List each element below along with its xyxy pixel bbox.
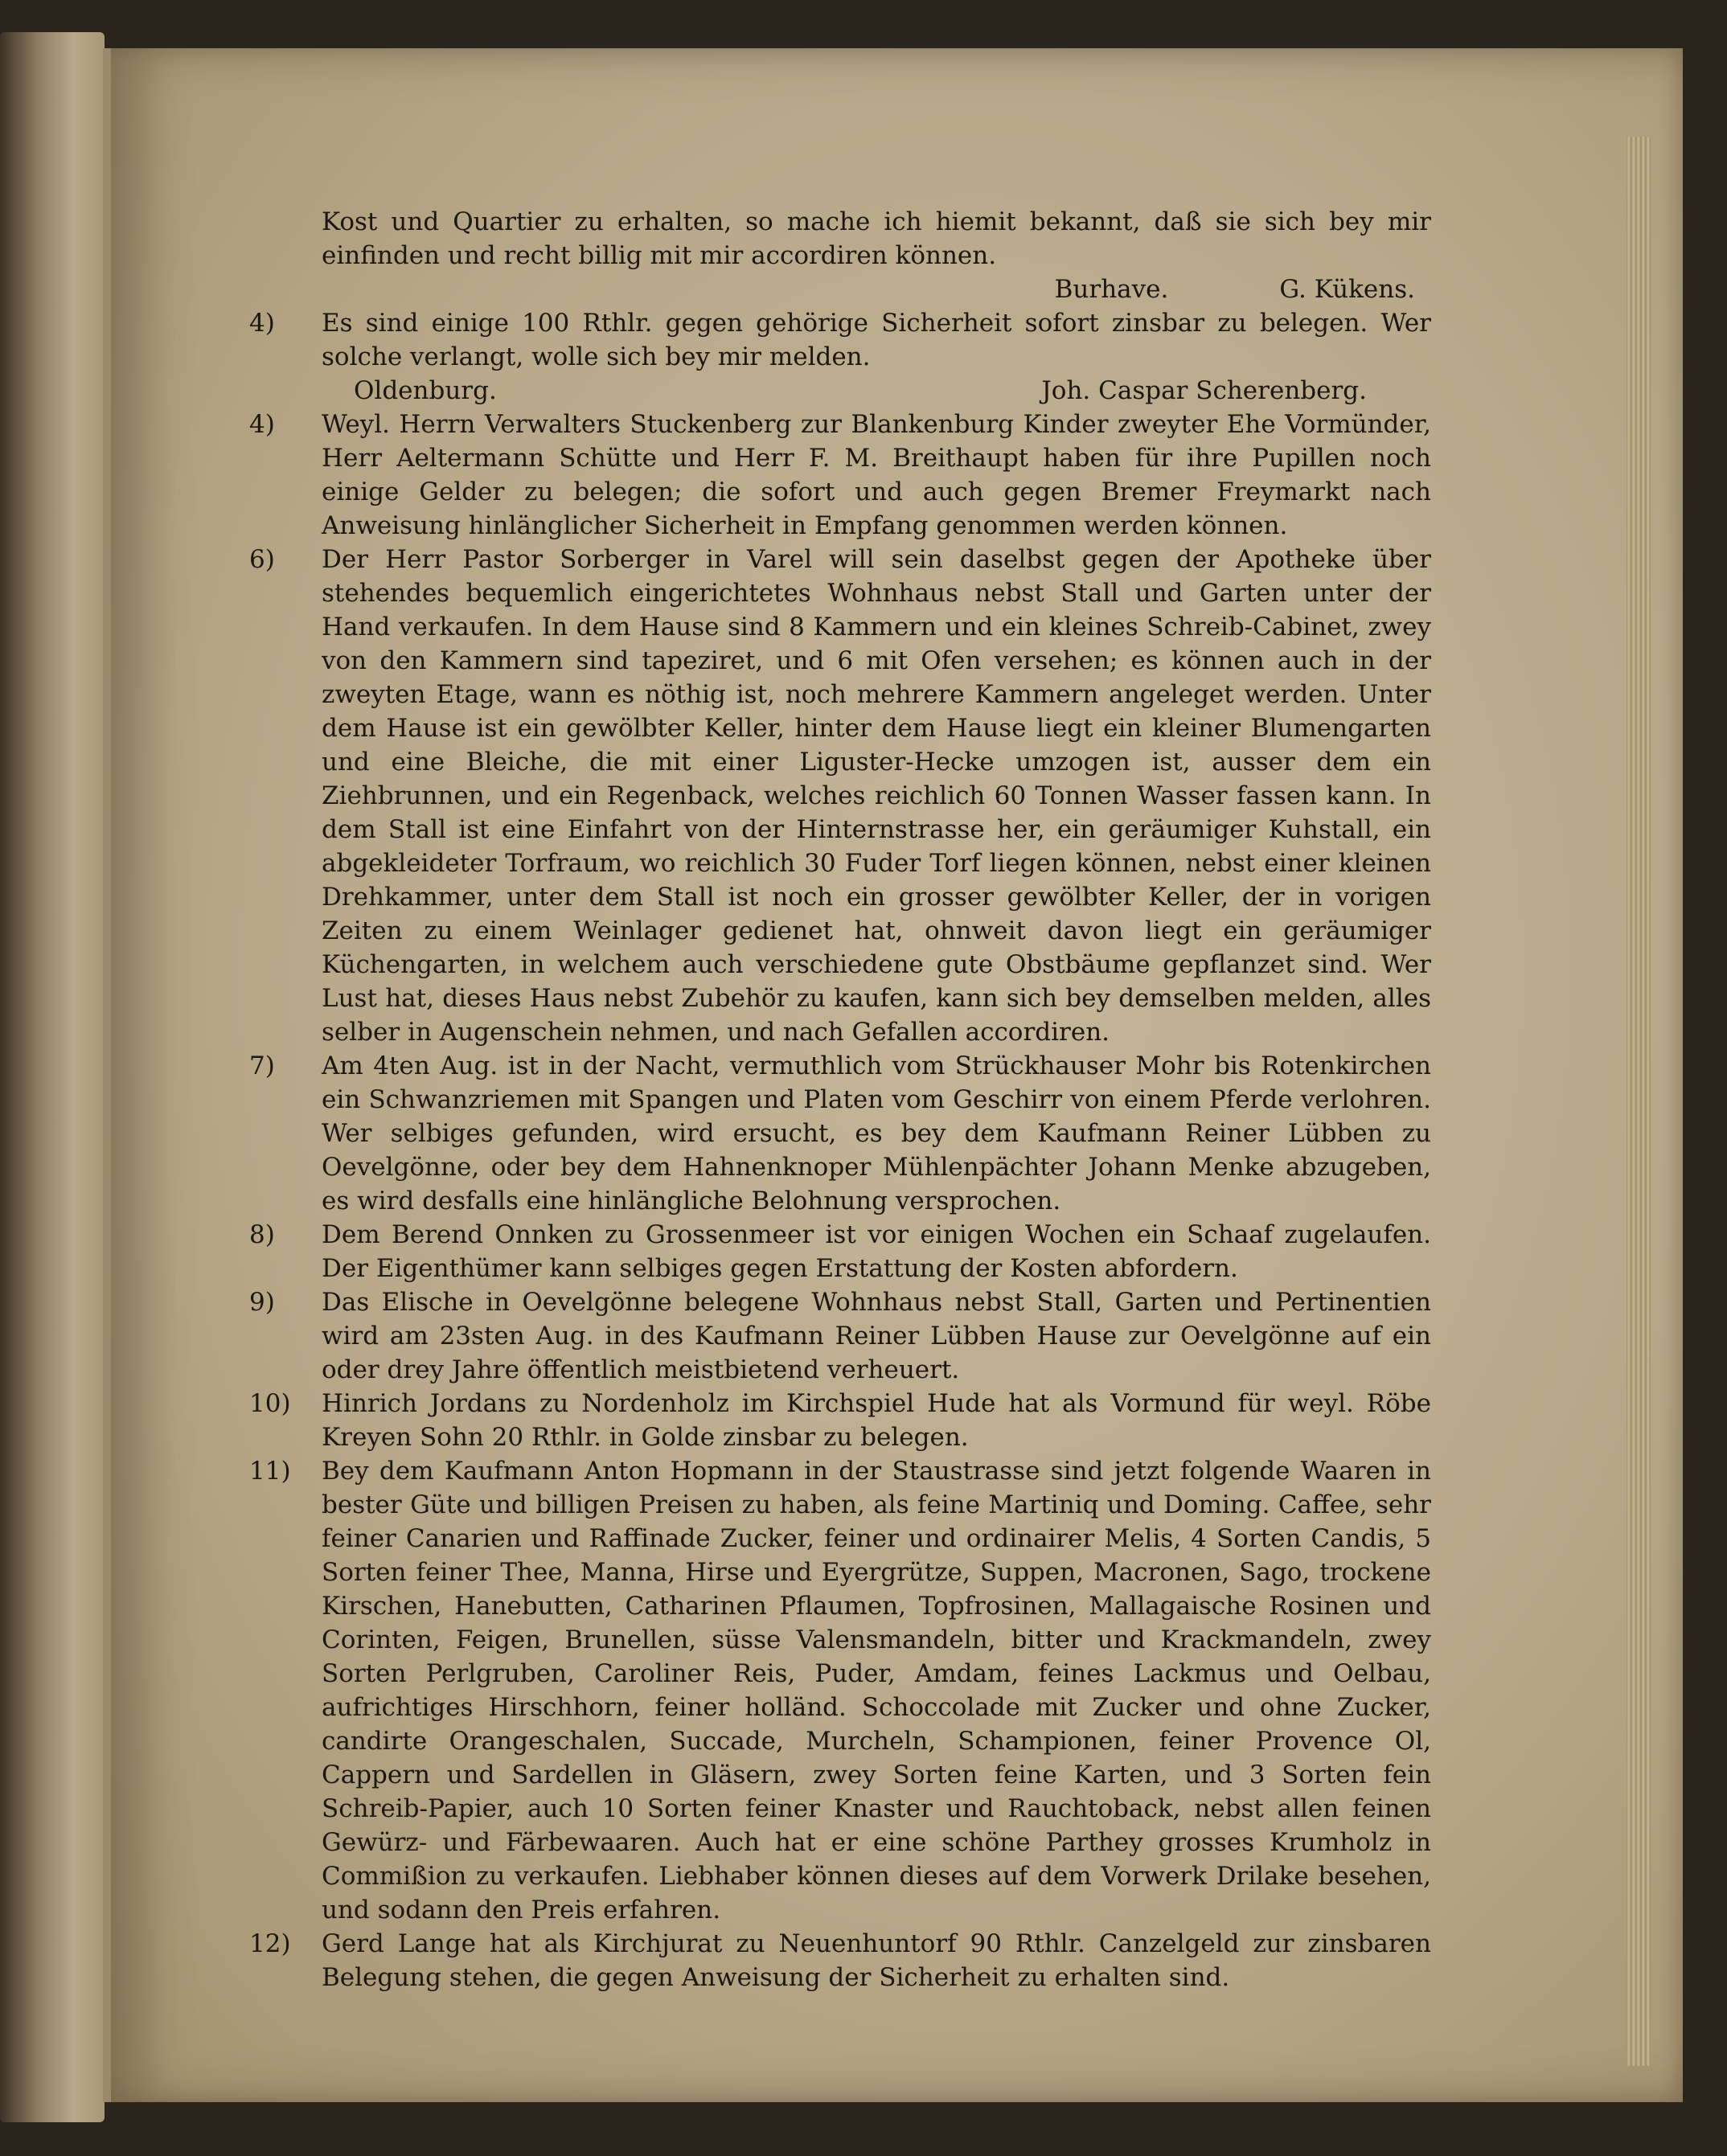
notice-entry xyxy=(249,1387,1431,1454)
notice-entry xyxy=(249,1285,1431,1387)
intro-sign-row xyxy=(322,273,1431,306)
entry-text: Der Herr Pastor Sorberger in Varel will sein daselbst gegen der Apotheke über stehendes bequemlich eingerichtetes Wohnhaus nebst Stall und Garten unter der Hand verkaufen. In dem Hause sind 8 Kammern und ein kleines Schreib-Cabinet, zwey von den Kammern sind tapeziret, und 6 mit Ofen versehen; es können auch in der zweyten Etage, wann es nöthig ist, noch mehrere Kammern angeleget werden. Unter dem Hause ist ein gewölbter Keller, hinter dem Hause liegt ein kleiner Blumengarten und eine Bleiche, die mit einer Liguster-Hecke umzogen ist, ausser dem ein Ziehbrunnen, und ein Regenback, welches reichlich 60 Tonnen Wasser fassen kann. In dem Stall ist eine Einfahrt von der Hinternstrasse her, ein geräumiger Kuhstall, ein abgekleideter Torfraum, wo reichlich 30 Fuder Torf liegen können, nebst einer kleinen Drehkammer, unter dem Stall ist noch ein grosser gewölbter Keller, der in vorigen Zeiten zu einem Weinlager gedienet hat, ohnweit davon liegt ein geräumiger Küchengarten, in welchem auch verschiedene gute Obstbäume gepflanzet sind. Wer Lust hat, dieses Haus nebst Zubehör zu kaufen, kann sich bey demselben melden, alles selber in Augenschein nehmen, und nach Gefallen accordiren. xyxy=(322,545,1431,1047)
notice-entry xyxy=(249,1049,1431,1218)
notice-entry xyxy=(249,543,1431,1049)
page-stack-edge xyxy=(1626,137,1651,2066)
entry-number: 10) xyxy=(249,1389,291,1418)
entry-signature: Joh. Caspar Scherenberg. xyxy=(1041,376,1367,405)
entry-number: 8) xyxy=(249,1220,275,1249)
entry-sign-row xyxy=(273,374,1431,408)
entry-text: Es sind einige 100 Rthlr. gegen gehörige Sicherheit sofort zinsbar zu belegen. Wer solche verlangt, wolle sich bey mir melden. xyxy=(322,309,1431,371)
entry-number: 11) xyxy=(249,1457,291,1486)
left-page-edge xyxy=(0,32,105,2122)
entry-number: 12) xyxy=(249,1929,291,1958)
notice-entry xyxy=(249,306,1431,374)
entry-number: 7) xyxy=(249,1051,275,1080)
entry-number: 9) xyxy=(249,1288,275,1317)
notice-entry xyxy=(249,408,1431,543)
page-text xyxy=(249,205,1431,1994)
entry-place: Oldenburg. xyxy=(354,376,497,405)
intro-place: Burhave. xyxy=(1054,275,1169,304)
entry-number: 6) xyxy=(249,545,275,574)
entry-text: Am 4ten Aug. ist in der Nacht, vermuthlich vom Strückhauser Mohr bis Rotenkirchen ein Schwanzriemen mit Spangen und Platen vom Geschirr von einem Pferde verlohren. Wer selbiges gefunden, wird ersucht, es bey dem Kaufmann Reiner Lübben zu Oevelgönne, oder bey dem Hahnenknoper Mühlenpächter Johann Menke abzugeben, es wird desfalls eine hinlängliche Belohnung versprochen. xyxy=(322,1051,1431,1215)
entry-number: 4) xyxy=(249,410,275,439)
entry-text: Das Elische in Oevelgönne belegene Wohnhaus nebst Stall, Garten und Pertinentien wird am 23sten Aug. in des Kaufmann Reiner Lübben Hause zur Oevelgönne auf ein oder drey Jahre öffentlich meistbietend verheuert. xyxy=(322,1288,1431,1384)
intro-signature: G. Kükens. xyxy=(1279,275,1415,304)
entry-text: Hinrich Jordans zu Nordenholz im Kirchspiel Hude hat als Vormund für weyl. Röbe Kreyen Sohn 20 Rthlr. in Golde zinsbar zu belegen. xyxy=(322,1389,1431,1452)
entry-number: 4) xyxy=(249,309,275,338)
entry-text: Weyl. Herrn Verwalters Stuckenberg zur Blankenburg Kinder zweyter Ehe Vormünder, Herr Aeltermann Schütte und Herr F. M. Breithaupt haben für ihre Pupillen noch einige Gelder zu belegen; die sofort und auch gegen Bremer Freymarkt nach Anweisung hinlänglicher Sicherheit in Empfang genommen werden können. xyxy=(322,410,1431,540)
entry-text: Bey dem Kaufmann Anton Hopmann in der Staustrasse sind jetzt folgende Waaren in bester Güte und billigen Preisen zu haben, als feine Martiniq und Doming. Caffee, sehr feiner Canarien und Raffinade Zucker, feiner und ordinairer Melis, 4 Sorten Candis, 5 Sorten feiner Thee, Manna, Hirse und Eyergrütze, Suppen, Macronen, Sago, trockene Kirschen, Hanebutten, Catharinen Pflaumen, Topfrosinen, Mallagaische Rosinen und Corinten, Feigen, Brunellen, süsse Valensmandeln, bitter und Krackmandeln, zwey Sorten Perlgruben, Caroliner Reis, Puder, Amdam, feines Lackmus und Oelbau, aufrichtiges Hirschhorn, feiner holländ. Schoccolade mit Zucker und ohne Zucker, candirte Orangeschalen, Succade, Murcheln, Schampionen, feiner Provence Ol, Cappern und Sardellen in Gläsern, zwey Sorten feine Karten, und 3 Sorten fein Schreib-Papier, auch 10 Sorten feiner Knaster und Rauchtoback, nebst allen feinen Gewürz- und Färbewaaren. Auch hat er eine schöne Parthey grosses Krumholz in Commißion zu verkaufen. Liebhaber können dieses auf dem Vorwerk Drilake besehen, und sodann den Preis erfahren. xyxy=(322,1457,1431,1924)
intro-text: Kost und Quartier zu erhalten, so mache ich hiemit bekannt, daß sie sich bey mir einfinden und recht billig mit mir accordiren können. xyxy=(322,207,1431,270)
intro-notice xyxy=(273,205,1431,306)
notice-entry xyxy=(249,1218,1431,1285)
entry-text: Dem Berend Onnken zu Grossenmeer ist vor einigen Wochen ein Schaaf zugelaufen. Der Eigenthümer kann selbiges gegen Erstattung der Kosten abfordern. xyxy=(322,1220,1431,1283)
notice-entry xyxy=(249,1927,1431,1994)
entry-text: Gerd Lange hat als Kirchjurat zu Neuenhuntorf 90 Rthlr. Canzelgeld zur zinsbaren Belegung stehen, die gegen Anweisung der Sicherheit zu erhalten sind. xyxy=(322,1929,1431,1992)
notice-entry xyxy=(249,1454,1431,1927)
